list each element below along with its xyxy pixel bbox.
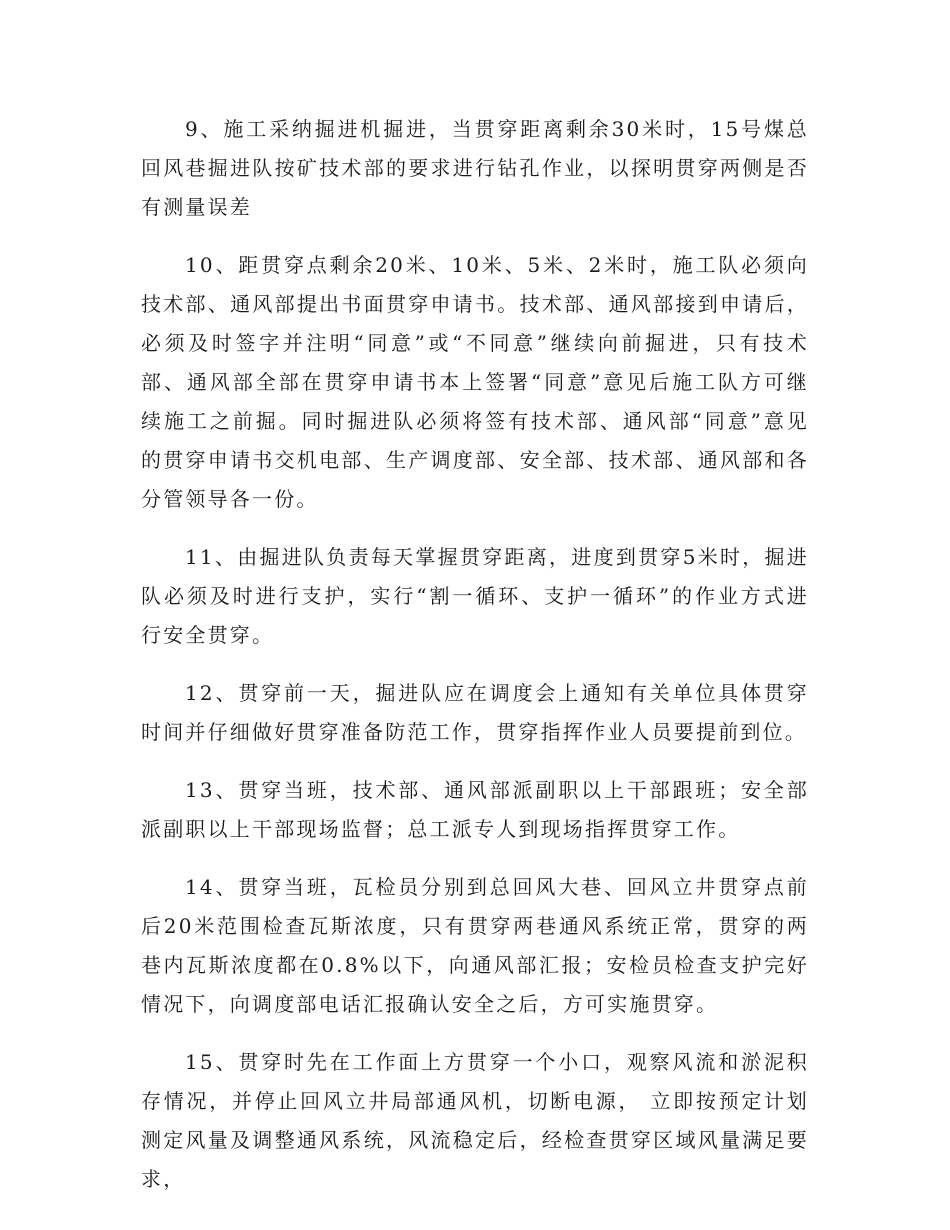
paragraph-item-11: 11、由掘进队负责每天掌握贯穿距离，进度到贯穿5米时，掘进队必须及时进行支护，实行“割一循环、支护一循环”的作业方式进行安全贯穿。	[141, 545, 809, 647]
document-body	[141, 110, 809, 1199]
paragraph-item-14: 14、贯穿当班，瓦检员分别到总回风大巷、回风立井贯穿点前后20米范围检查瓦斯浓度，只有贯穿两巷通风系统正常，贯穿的两巷内瓦斯浓度都在0.8%以下，向通风部汇报；安检员检查支护完好情况下，向调度部电话汇报确认安全之后，方可实施贯穿。	[141, 875, 809, 1016]
paragraph-item-13: 13、贯穿当班，技术部、通风部派副职以上干部跟班；安全部派副职以上干部现场监督；总工派专人到现场指挥贯穿工作。	[141, 778, 809, 841]
paragraph-item-10: 10、距贯穿点剩余20米、10米、5米、2米时，施工队必须向技术部、通风部提出书面贯穿申请书。技术部、通风部接到申请后，必须及时签字并注明“同意”或“不同意”继续向前掘进，只有技术部、通风部全部在贯穿申请书本上签署“同意”意见后施工队方可继续施工之前掘。同时掘进队必须将签有技术部、通风部“同意”意见的贯穿申请书交机电部、生产调度部、安全部、技术部、通风部和各分管领导各一份。	[141, 253, 809, 511]
paragraph-item-15: 15、贯穿时先在工作面上方贯穿一个小口，观察风流和淤泥积存情况，并停止回风立井局部通风机，切断电源， 立即按预定计划测定风量及调整通风系统，风流稳定后，经检查贯穿区域风量满足要求，	[141, 1050, 809, 1191]
paragraph-item-12: 12、贯穿前一天，掘进队应在调度会上通知有关单位具体贯穿时间并仔细做好贯穿准备防范工作，贯穿指挥作业人员要提前到位。	[141, 681, 809, 744]
paragraph-item-9: 9、施工采纳掘进机掘进，当贯穿距离剩余30米时，15号煤总回风巷掘进队按矿技术部的要求进行钻孔作业，以探明贯穿两侧是否有测量误差	[141, 117, 809, 219]
